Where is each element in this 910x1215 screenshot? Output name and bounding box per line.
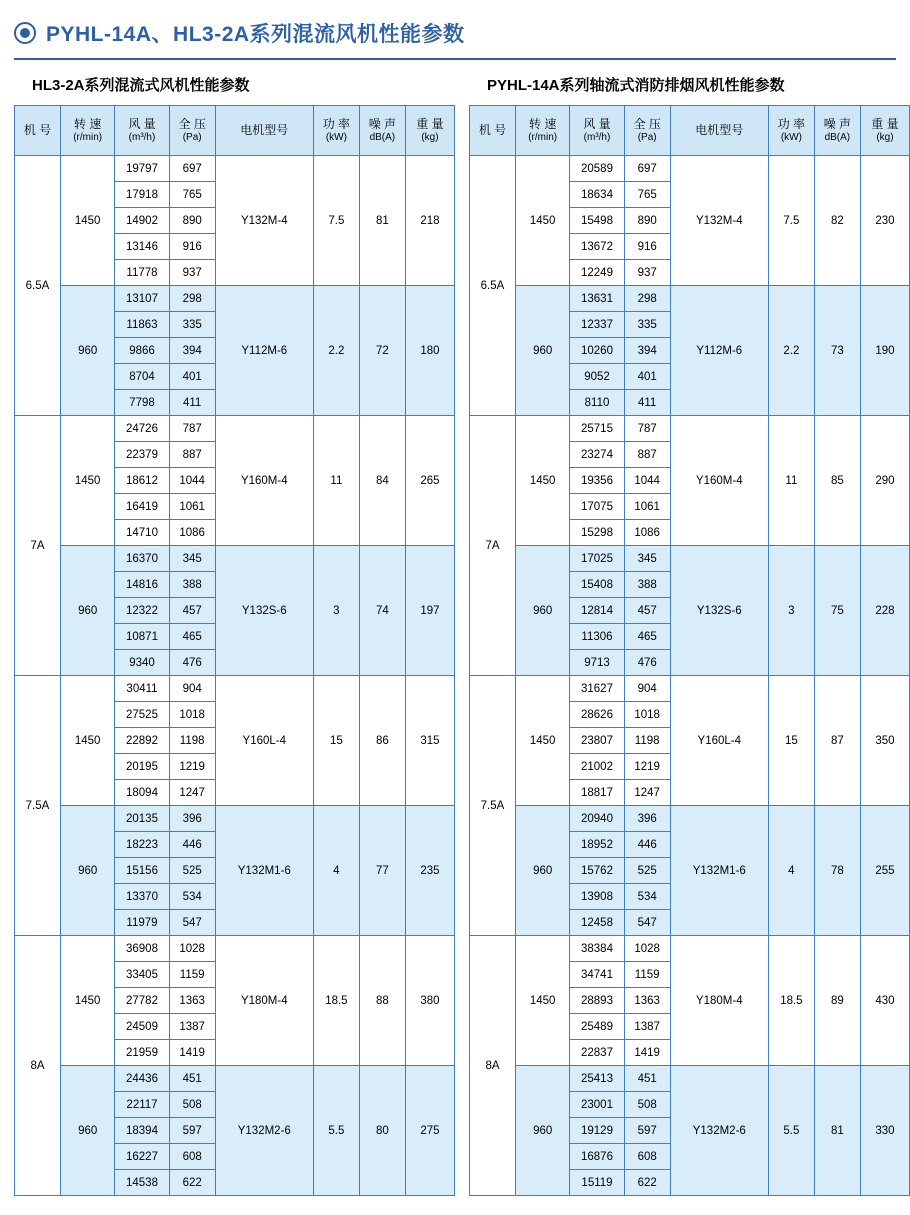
cell-weight: 380 (405, 936, 454, 1066)
cell-total-pressure: 697 (624, 156, 670, 182)
cell-total-pressure: 345 (624, 546, 670, 572)
cell-total-pressure: 890 (624, 208, 670, 234)
cell-air-flow: 21002 (570, 754, 624, 780)
cell-total-pressure: 396 (169, 806, 215, 832)
cell-air-flow: 14816 (115, 572, 169, 598)
cell-total-pressure: 1198 (624, 728, 670, 754)
cell-weight: 255 (860, 806, 909, 936)
cell-total-pressure: 916 (624, 234, 670, 260)
cell-machine-number: 7A (15, 416, 61, 676)
cell-weight: 228 (860, 546, 909, 676)
cell-total-pressure: 597 (624, 1118, 670, 1144)
cell-power: 7.5 (313, 156, 359, 286)
cell-total-pressure: 335 (169, 312, 215, 338)
cell-noise: 74 (359, 546, 405, 676)
cell-weight: 350 (860, 676, 909, 806)
cell-air-flow: 12458 (570, 910, 624, 936)
cell-air-flow: 15408 (570, 572, 624, 598)
cell-air-flow: 34741 (570, 962, 624, 988)
cell-machine-number: 7A (470, 416, 516, 676)
cell-weight: 230 (860, 156, 909, 286)
cell-total-pressure: 457 (624, 598, 670, 624)
cell-total-pressure: 597 (169, 1118, 215, 1144)
cell-motor-model: Y160M-4 (215, 416, 313, 546)
cell-total-pressure: 451 (624, 1066, 670, 1092)
cell-air-flow: 25715 (570, 416, 624, 442)
cell-total-pressure: 298 (169, 286, 215, 312)
cell-weight: 430 (860, 936, 909, 1066)
cell-air-flow: 23807 (570, 728, 624, 754)
cell-air-flow: 15762 (570, 858, 624, 884)
cell-air-flow: 16419 (115, 494, 169, 520)
cell-total-pressure: 1018 (169, 702, 215, 728)
cell-total-pressure: 916 (169, 234, 215, 260)
cell-air-flow: 7798 (115, 390, 169, 416)
cell-air-flow: 11306 (570, 624, 624, 650)
cell-total-pressure: 298 (624, 286, 670, 312)
cell-air-flow: 25413 (570, 1066, 624, 1092)
cell-air-flow: 24436 (115, 1066, 169, 1092)
cell-air-flow: 23001 (570, 1092, 624, 1118)
cell-speed: 960 (515, 1066, 569, 1196)
cell-noise: 84 (359, 416, 405, 546)
cell-speed: 960 (60, 546, 114, 676)
column-header-0: 机 号 (15, 106, 61, 156)
cell-air-flow: 17918 (115, 182, 169, 208)
table-row (15, 676, 455, 702)
cell-noise: 85 (814, 416, 860, 546)
table-row (470, 936, 910, 962)
cell-power: 11 (768, 416, 814, 546)
cell-weight: 235 (405, 806, 454, 936)
cell-total-pressure: 622 (169, 1170, 215, 1196)
cell-motor-model: Y160L-4 (670, 676, 768, 806)
cell-total-pressure: 446 (169, 832, 215, 858)
cell-motor-model: Y132M2-6 (215, 1066, 313, 1196)
cell-air-flow: 24726 (115, 416, 169, 442)
cell-total-pressure: 1219 (624, 754, 670, 780)
cell-machine-number: 6.5A (470, 156, 516, 416)
cell-total-pressure: 411 (624, 390, 670, 416)
cell-machine-number: 7.5A (15, 676, 61, 936)
cell-air-flow: 18094 (115, 780, 169, 806)
cell-air-flow: 36908 (115, 936, 169, 962)
cell-power: 5.5 (313, 1066, 359, 1196)
cell-speed: 1450 (515, 156, 569, 286)
cell-motor-model: Y132M-4 (215, 156, 313, 286)
table-header-right (470, 106, 910, 156)
cell-air-flow: 15156 (115, 858, 169, 884)
table-header-left (15, 106, 455, 156)
cell-total-pressure: 622 (624, 1170, 670, 1196)
cell-total-pressure: 787 (169, 416, 215, 442)
table-row (15, 806, 455, 832)
cell-total-pressure: 388 (169, 572, 215, 598)
cell-power: 4 (768, 806, 814, 936)
cell-total-pressure: 1159 (169, 962, 215, 988)
cell-total-pressure: 335 (624, 312, 670, 338)
cell-total-pressure: 396 (624, 806, 670, 832)
cell-power: 18.5 (313, 936, 359, 1066)
cell-noise: 81 (814, 1066, 860, 1196)
cell-total-pressure: 1159 (624, 962, 670, 988)
cell-air-flow: 31627 (570, 676, 624, 702)
cell-total-pressure: 765 (169, 182, 215, 208)
table-row (470, 416, 910, 442)
cell-air-flow: 13672 (570, 234, 624, 260)
panel-title-right: PYHL-14A系列轴流式消防排烟风机性能参数 (487, 77, 785, 94)
cell-air-flow: 16876 (570, 1144, 624, 1170)
cell-total-pressure: 508 (624, 1092, 670, 1118)
column-header-6: 噪 声 dB(A) (359, 106, 405, 156)
cell-air-flow: 20135 (115, 806, 169, 832)
cell-total-pressure: 1028 (169, 936, 215, 962)
cell-total-pressure: 937 (624, 260, 670, 286)
cell-weight: 190 (860, 286, 909, 416)
cell-total-pressure: 1086 (624, 520, 670, 546)
cell-noise: 88 (359, 936, 405, 1066)
cell-power: 2.2 (768, 286, 814, 416)
table-body-right (470, 156, 910, 1196)
cell-power: 2.2 (313, 286, 359, 416)
column-header-4: 电机型号 (670, 106, 768, 156)
cell-weight: 275 (405, 1066, 454, 1196)
cell-air-flow: 11979 (115, 910, 169, 936)
cell-total-pressure: 937 (169, 260, 215, 286)
cell-weight: 180 (405, 286, 454, 416)
cell-air-flow: 18817 (570, 780, 624, 806)
cell-air-flow: 28893 (570, 988, 624, 1014)
cell-power: 18.5 (768, 936, 814, 1066)
cell-total-pressure: 1061 (169, 494, 215, 520)
cell-air-flow: 18634 (570, 182, 624, 208)
table-row (470, 1066, 910, 1092)
cell-speed: 960 (60, 806, 114, 936)
cell-total-pressure: 457 (169, 598, 215, 624)
cell-air-flow: 20195 (115, 754, 169, 780)
cell-motor-model: Y132M2-6 (670, 1066, 768, 1196)
cell-air-flow: 9713 (570, 650, 624, 676)
cell-weight: 265 (405, 416, 454, 546)
cell-power: 3 (768, 546, 814, 676)
cell-air-flow: 27525 (115, 702, 169, 728)
table-row (15, 936, 455, 962)
column-header-2: 风 量 (m³/h) (570, 106, 624, 156)
cell-noise: 72 (359, 286, 405, 416)
cell-air-flow: 10871 (115, 624, 169, 650)
cell-speed: 1450 (515, 676, 569, 806)
cell-total-pressure: 890 (169, 208, 215, 234)
cell-machine-number: 8A (470, 936, 516, 1196)
cell-total-pressure: 508 (169, 1092, 215, 1118)
cell-air-flow: 16370 (115, 546, 169, 572)
cell-total-pressure: 401 (624, 364, 670, 390)
cell-air-flow: 15298 (570, 520, 624, 546)
cell-air-flow: 18223 (115, 832, 169, 858)
column-header-2: 风 量 (m³/h) (115, 106, 169, 156)
cell-motor-model: Y160L-4 (215, 676, 313, 806)
cell-speed: 1450 (60, 936, 114, 1066)
cell-machine-number: 8A (15, 936, 61, 1196)
table-row (15, 286, 455, 312)
cell-air-flow: 14902 (115, 208, 169, 234)
cell-air-flow: 12249 (570, 260, 624, 286)
cell-air-flow: 13631 (570, 286, 624, 312)
cell-air-flow: 23274 (570, 442, 624, 468)
cell-air-flow: 15498 (570, 208, 624, 234)
cell-total-pressure: 1419 (624, 1040, 670, 1066)
cell-total-pressure: 451 (169, 1066, 215, 1092)
cell-total-pressure: 1219 (169, 754, 215, 780)
cell-motor-model: Y112M-6 (670, 286, 768, 416)
cell-air-flow: 11863 (115, 312, 169, 338)
table-row (15, 416, 455, 442)
cell-total-pressure: 904 (624, 676, 670, 702)
cell-air-flow: 20940 (570, 806, 624, 832)
cell-total-pressure: 887 (169, 442, 215, 468)
cell-total-pressure: 1028 (624, 936, 670, 962)
cell-motor-model: Y132S-6 (215, 546, 313, 676)
cell-air-flow: 14538 (115, 1170, 169, 1196)
cell-motor-model: Y132S-6 (670, 546, 768, 676)
cell-noise: 86 (359, 676, 405, 806)
cell-speed: 960 (515, 546, 569, 676)
cell-motor-model: Y112M-6 (215, 286, 313, 416)
column-header-7: 重 量 (kg) (860, 106, 909, 156)
cell-total-pressure: 411 (169, 390, 215, 416)
document-header (0, 0, 910, 54)
cell-air-flow: 9866 (115, 338, 169, 364)
cell-total-pressure: 401 (169, 364, 215, 390)
cell-noise: 78 (814, 806, 860, 936)
cell-total-pressure: 1198 (169, 728, 215, 754)
cell-air-flow: 16227 (115, 1144, 169, 1170)
table-row (470, 156, 910, 182)
cell-air-flow: 38384 (570, 936, 624, 962)
cell-total-pressure: 465 (169, 624, 215, 650)
cell-total-pressure: 904 (169, 676, 215, 702)
cell-air-flow: 24509 (115, 1014, 169, 1040)
cell-total-pressure: 697 (169, 156, 215, 182)
title-divider (14, 58, 896, 60)
cell-speed: 1450 (60, 416, 114, 546)
cell-speed: 960 (515, 286, 569, 416)
cell-weight: 218 (405, 156, 454, 286)
cell-air-flow: 13908 (570, 884, 624, 910)
cell-total-pressure: 446 (624, 832, 670, 858)
cell-air-flow: 20589 (570, 156, 624, 182)
cell-weight: 290 (860, 416, 909, 546)
cell-total-pressure: 534 (624, 884, 670, 910)
cell-total-pressure: 476 (624, 650, 670, 676)
cell-total-pressure: 1247 (624, 780, 670, 806)
cell-power: 11 (313, 416, 359, 546)
cell-total-pressure: 345 (169, 546, 215, 572)
cell-air-flow: 21959 (115, 1040, 169, 1066)
cell-weight: 197 (405, 546, 454, 676)
cell-speed: 960 (515, 806, 569, 936)
cell-air-flow: 18952 (570, 832, 624, 858)
cell-air-flow: 13370 (115, 884, 169, 910)
panel-title-left: HL3-2A系列混流式风机性能参数 (32, 77, 250, 94)
panel-pyhl-14a (469, 74, 910, 1196)
cell-total-pressure: 608 (624, 1144, 670, 1170)
table-row (15, 546, 455, 572)
cell-air-flow: 22837 (570, 1040, 624, 1066)
cell-air-flow: 22379 (115, 442, 169, 468)
cell-air-flow: 13107 (115, 286, 169, 312)
cell-air-flow: 8110 (570, 390, 624, 416)
cell-power: 15 (313, 676, 359, 806)
cell-noise: 87 (814, 676, 860, 806)
cell-noise: 77 (359, 806, 405, 936)
cell-motor-model: Y132M-4 (670, 156, 768, 286)
cell-motor-model: Y132M1-6 (215, 806, 313, 936)
cell-motor-model: Y180M-4 (670, 936, 768, 1066)
cell-noise: 75 (814, 546, 860, 676)
cell-total-pressure: 547 (169, 910, 215, 936)
page-title: PYHL-14A、HL3-2A系列混流风机性能参数 (46, 23, 465, 46)
spec-table-right (469, 105, 910, 1196)
cell-motor-model: Y180M-4 (215, 936, 313, 1066)
cell-air-flow: 12337 (570, 312, 624, 338)
cell-air-flow: 30411 (115, 676, 169, 702)
cell-noise: 80 (359, 1066, 405, 1196)
cell-power: 3 (313, 546, 359, 676)
cell-total-pressure: 1061 (624, 494, 670, 520)
cell-air-flow: 19797 (115, 156, 169, 182)
cell-noise: 73 (814, 286, 860, 416)
cell-weight: 315 (405, 676, 454, 806)
cell-air-flow: 28626 (570, 702, 624, 728)
cell-air-flow: 17025 (570, 546, 624, 572)
cell-total-pressure: 388 (624, 572, 670, 598)
cell-air-flow: 22117 (115, 1092, 169, 1118)
cell-total-pressure: 465 (624, 624, 670, 650)
cell-power: 4 (313, 806, 359, 936)
table-body-left (15, 156, 455, 1196)
cell-total-pressure: 608 (169, 1144, 215, 1170)
cell-speed: 1450 (515, 936, 569, 1066)
cell-air-flow: 18612 (115, 468, 169, 494)
cell-air-flow: 13146 (115, 234, 169, 260)
cell-air-flow: 12322 (115, 598, 169, 624)
cell-speed: 960 (60, 1066, 114, 1196)
cell-air-flow: 8704 (115, 364, 169, 390)
cell-total-pressure: 1247 (169, 780, 215, 806)
cell-air-flow: 25489 (570, 1014, 624, 1040)
spec-table-left (14, 105, 455, 1196)
cell-power: 15 (768, 676, 814, 806)
table-row (470, 286, 910, 312)
panel-hl3-2a (14, 74, 455, 1196)
cell-total-pressure: 547 (624, 910, 670, 936)
cell-noise: 89 (814, 936, 860, 1066)
cell-air-flow: 27782 (115, 988, 169, 1014)
cell-total-pressure: 525 (169, 858, 215, 884)
cell-total-pressure: 476 (169, 650, 215, 676)
column-header-5: 功 率 (kW) (313, 106, 359, 156)
cell-air-flow: 15119 (570, 1170, 624, 1196)
table-row (15, 156, 455, 182)
cell-air-flow: 9052 (570, 364, 624, 390)
column-header-7: 重 量 (kg) (405, 106, 454, 156)
cell-air-flow: 9340 (115, 650, 169, 676)
column-header-3: 全 压 (Pa) (169, 106, 215, 156)
table-row (15, 1066, 455, 1092)
cell-noise: 82 (814, 156, 860, 286)
cell-speed: 960 (60, 286, 114, 416)
cell-machine-number: 6.5A (15, 156, 61, 416)
cell-air-flow: 33405 (115, 962, 169, 988)
cell-total-pressure: 1363 (169, 988, 215, 1014)
cell-machine-number: 7.5A (470, 676, 516, 936)
column-header-1: 转 速 (r/min) (515, 106, 569, 156)
column-header-1: 转 速 (r/min) (60, 106, 114, 156)
cell-speed: 1450 (60, 156, 114, 286)
cell-total-pressure: 787 (624, 416, 670, 442)
cell-power: 7.5 (768, 156, 814, 286)
cell-air-flow: 19356 (570, 468, 624, 494)
table-row (470, 546, 910, 572)
circle-bullet-icon (14, 22, 36, 44)
cell-total-pressure: 534 (169, 884, 215, 910)
table-row (470, 676, 910, 702)
cell-total-pressure: 1387 (169, 1014, 215, 1040)
column-header-0: 机 号 (470, 106, 516, 156)
cell-air-flow: 17075 (570, 494, 624, 520)
cell-total-pressure: 1419 (169, 1040, 215, 1066)
table-row (470, 806, 910, 832)
cell-air-flow: 12814 (570, 598, 624, 624)
cell-total-pressure: 1044 (169, 468, 215, 494)
cell-air-flow: 10260 (570, 338, 624, 364)
cell-speed: 1450 (60, 676, 114, 806)
cell-total-pressure: 394 (624, 338, 670, 364)
cell-air-flow: 11778 (115, 260, 169, 286)
cell-total-pressure: 1044 (624, 468, 670, 494)
column-header-5: 功 率 (kW) (768, 106, 814, 156)
cell-total-pressure: 1086 (169, 520, 215, 546)
cell-total-pressure: 887 (624, 442, 670, 468)
cell-motor-model: Y132M1-6 (670, 806, 768, 936)
column-header-4: 电机型号 (215, 106, 313, 156)
cell-total-pressure: 1363 (624, 988, 670, 1014)
cell-motor-model: Y160M-4 (670, 416, 768, 546)
cell-power: 5.5 (768, 1066, 814, 1196)
cell-total-pressure: 1018 (624, 702, 670, 728)
column-header-6: 噪 声 dB(A) (814, 106, 860, 156)
column-header-3: 全 压 (Pa) (624, 106, 670, 156)
cell-weight: 330 (860, 1066, 909, 1196)
cell-total-pressure: 1387 (624, 1014, 670, 1040)
cell-air-flow: 22892 (115, 728, 169, 754)
tables-container (0, 74, 910, 1196)
cell-speed: 1450 (515, 416, 569, 546)
cell-total-pressure: 525 (624, 858, 670, 884)
cell-total-pressure: 765 (624, 182, 670, 208)
cell-air-flow: 14710 (115, 520, 169, 546)
cell-air-flow: 18394 (115, 1118, 169, 1144)
cell-air-flow: 19129 (570, 1118, 624, 1144)
cell-total-pressure: 394 (169, 338, 215, 364)
cell-noise: 81 (359, 156, 405, 286)
